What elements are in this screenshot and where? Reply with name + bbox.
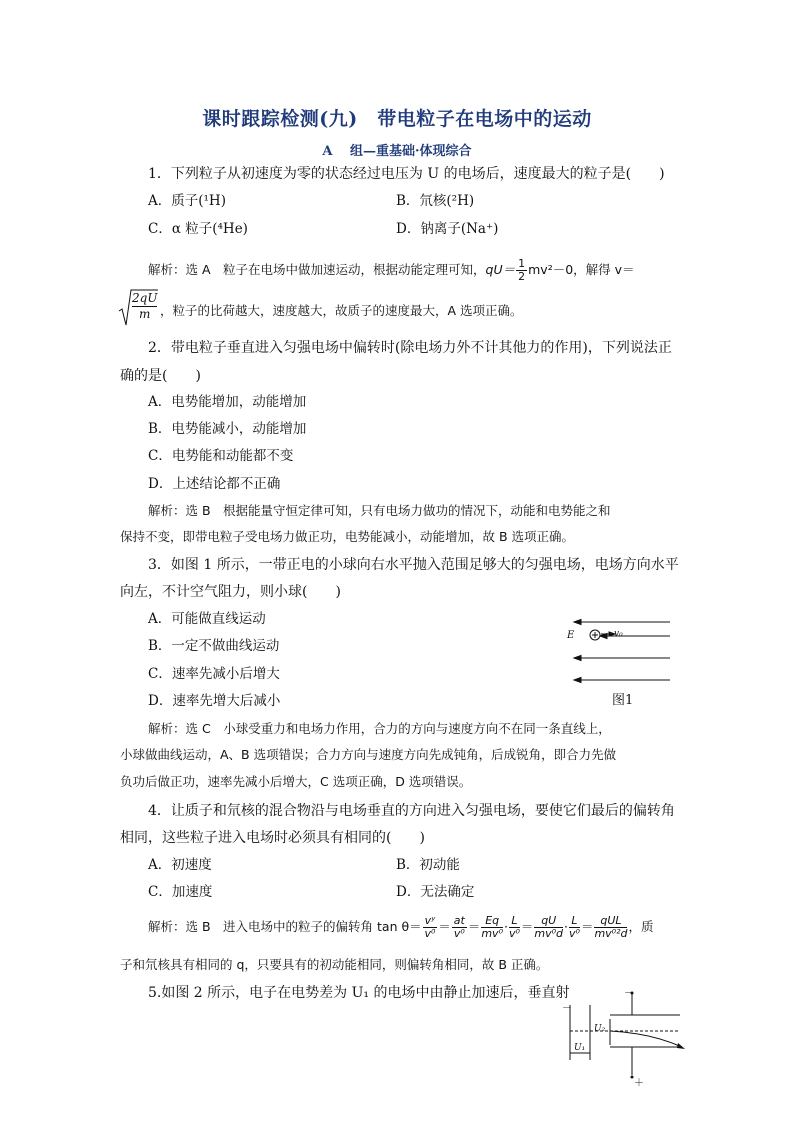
minus-sign-top: － [624, 988, 634, 999]
q4-option-c: C．加速度 [148, 884, 213, 900]
field-label-e: E [567, 630, 575, 641]
q3-option-a: A．可能做直线运动 [148, 611, 266, 627]
q1-stem: 1．下列粒子从初速度为零的状态经过电压为 U 的电场后，速度最大的粒子是( ) [148, 166, 665, 182]
q4-option-d: D．无法确定 [396, 884, 475, 900]
group-heading: A 组—重基础·体现综合 [322, 144, 472, 159]
q1-half-fraction: $\frac{1}{2}$ [518, 257, 526, 283]
q4-option-a: A．初速度 [148, 857, 212, 873]
figure-2 [560, 985, 700, 1095]
q4-dot: · [564, 919, 569, 934]
q4-equals: ＝ [580, 919, 594, 934]
q2-option-d: D．上述结论都不正确 [148, 476, 281, 492]
q4-fraction-4: $\frac{L}{\text{v⁰}}$ [508, 914, 520, 940]
q4-stem-line2: 相同，这些粒子进入电场时必须具有相同的( ) [120, 830, 425, 846]
q1-analysis-line2: ，粒子的比荷越大，速度越大，故质子的速度最大，A 选项正确。 [160, 303, 523, 318]
q4-dot: · [503, 919, 508, 934]
q3-stem-line2: 向左，不计空气阻力，则小球( ) [120, 584, 341, 600]
q5-stem-line1: 5.如图 2 所示，电子在电势差为 U₁ 的电场中由静止加速后，垂直射 [148, 985, 570, 1001]
q4-fraction-5: $\frac{qU}{\text{mv⁰d}}$ [534, 914, 564, 940]
q2-analysis-line2: 保持不变，即带电粒子受电场力做正功，电势能减小，动能增加，故 B 选项正确。 [120, 529, 575, 544]
q4-equals: ＝ [520, 919, 534, 934]
q4-equals: ＝ [467, 919, 481, 934]
q2-option-b: B．电势能减小，动能增加 [148, 421, 307, 437]
q1-option-c: C．α 粒子(⁴He) [148, 221, 248, 237]
q3-stem-line1: 3．如图 1 所示，一带正电的小球向右水平抛入范围足够大的匀强电场，电场方向水平 [148, 557, 679, 573]
q2-option-c: C．电势能和动能都不变 [148, 448, 294, 464]
q4-analysis-text: 解析：选 B 进入电场中的粒子的偏转角 tan θ＝ [148, 919, 422, 934]
q3-analysis-line3: 负功后做正功，速率先减小后增大，C 选项正确，D 选项错误。 [120, 774, 472, 789]
page-title: 课时跟踪检测(九) 带电粒子在电场中的运动 [202, 108, 592, 130]
q2-stem-line1: 2．带电粒子垂直进入匀强电场中偏转时(除电场力外不计其他力的作用)，下列说法正 [148, 340, 672, 356]
q2-option-a: A．电势能增加，动能增加 [148, 394, 307, 410]
q3-option-b: B．一定不做曲线运动 [148, 638, 280, 654]
q1-option-a: A．质子(¹H) [148, 193, 226, 209]
q4-fraction-7: $\frac{\text{qUL}}{\text{mv⁰²d}}$ [594, 914, 628, 940]
q1-sqrt-expression [118, 289, 158, 329]
q1-option-b: B．氘核(²H) [396, 193, 475, 209]
q4-equals: ＝ [438, 919, 451, 934]
voltage-label-u1: U₁ [574, 1043, 586, 1053]
q2-analysis-line1: 解析：选 B 根据能量守恒定律可知，只有电场力做功的情况下，动能和电势能之和 [148, 503, 611, 518]
q4-fraction-2: $\frac{at}{\text{v⁰}}$ [453, 914, 465, 940]
q1-analysis-text: 解析：选 A 粒子在电场中做加速运动，根据动能定理可知， [148, 262, 486, 277]
q4-analysis-end: ，质 [628, 919, 654, 934]
q4-fraction-1: $\frac{\text{vʸ}}{\text{v⁰}}$ [424, 914, 436, 940]
electric-field-diagram [560, 612, 680, 687]
q4-stem-line1: 4．让质子和氘核的混合物沿与电场垂直的方向进入匀强电场，要使它们最后的偏转角 [148, 803, 675, 819]
plus-sign-bottom: ＋ [634, 1078, 644, 1089]
q4-fraction-6: $\frac{L}{\text{v⁰}}$ [569, 914, 580, 940]
minus-sign-left: － [562, 1003, 572, 1014]
q1-analysis-eq-left: qU＝ [485, 262, 516, 277]
q1-analysis-line1 [148, 258, 635, 283]
q1-analysis-eq-right: mv²－0，解得 v＝ [528, 262, 635, 277]
q3-analysis-line1: 解析：选 C 小球受重力和电场力作用，合力的方向与速度方向不在同一条直线上， [148, 721, 611, 736]
q3-option-c: C．速率先减小后增大 [148, 666, 280, 682]
q4-fraction-3: $\frac{Eq}{\text{mv⁰}}$ [481, 914, 503, 940]
q4-analysis-line1 [148, 912, 654, 942]
q1-option-d: D．钠离子(Na⁺) [396, 221, 499, 237]
figure-1 [560, 612, 680, 712]
velocity-label-v0: v₀ [614, 629, 623, 639]
q1-sqrt-fraction: 2qU m [132, 291, 158, 321]
voltage-label-u2: U₂ [594, 1024, 606, 1034]
q4-option-b: B．初动能 [396, 857, 460, 873]
q2-stem-line2: 确的是( ) [120, 368, 201, 384]
q3-option-d: D．速率先增大后减小 [148, 693, 281, 709]
figure-1-caption: 图1 [612, 693, 634, 708]
q3-analysis-line2: 小球做曲线运动，A、B 选项错误；合力方向与速度方向先成钝角，后成锐角，即合力先做 [120, 747, 617, 762]
q4-analysis-line2: 子和氘核具有相同的 q，只要具有的初动能相同，则偏转角相同，故 B 正确。 [120, 957, 549, 972]
